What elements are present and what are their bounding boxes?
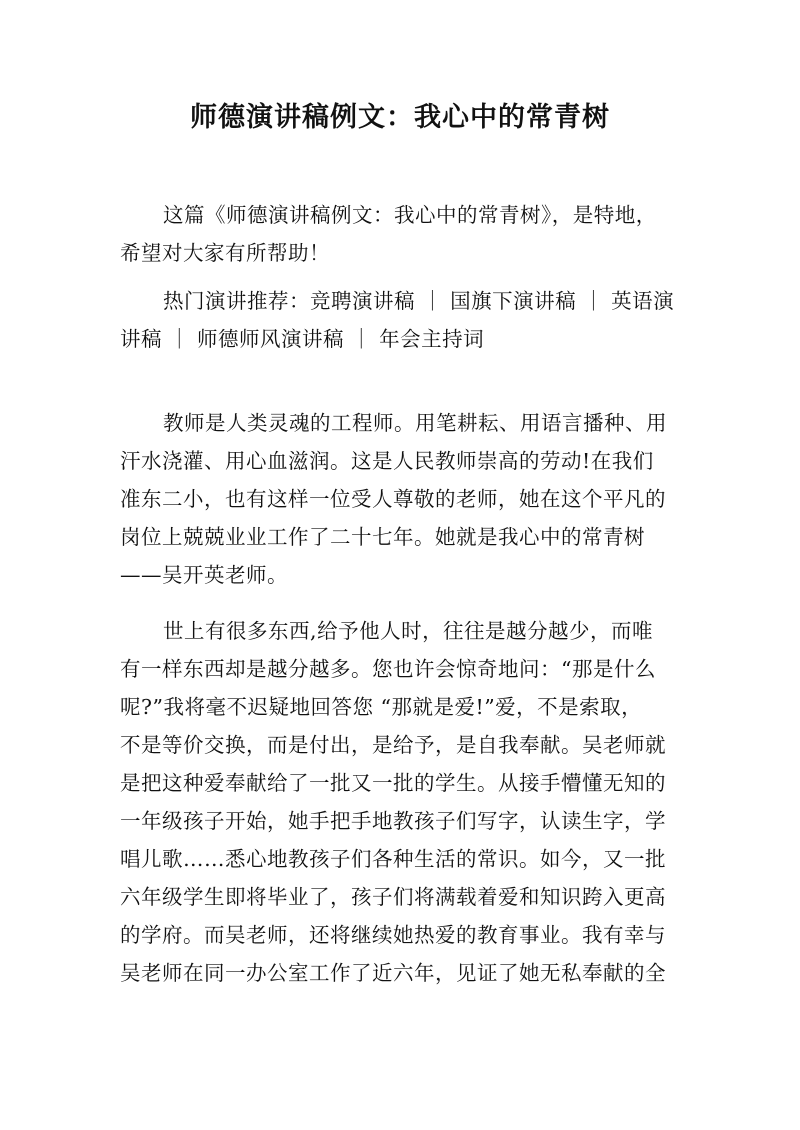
paragraph-line: 世上有很多东西,给予他人时，往往是越分越少，而唯 <box>163 619 654 643</box>
paragraph-line: 不是等价交换，而是付出，是给予，是自我奉献。吴老师就 <box>120 733 666 757</box>
hot-line: 讲稿 ｜ 师德师风演讲稿 ｜ 年会主持词 <box>120 327 485 351</box>
paragraph-line: 的学府。而吴老师，还将继续她热爱的教育事业。我有幸与 <box>120 923 666 947</box>
paragraph-line: 汗水浇灌、用心血滋润。这是人民教师崇高的劳动!在我们 <box>120 449 654 473</box>
paragraph-line: 岗位上兢兢业业工作了二十七年。她就是我心中的常青树 <box>120 525 645 549</box>
hot-speech-recommendations <box>120 282 680 358</box>
paragraph-line: 一年级孩子开始，她手把手地教孩子们写字，认读生字，学 <box>120 809 666 833</box>
intro-line: 这篇《师德演讲稿例文：我心中的常青树》，是特地， <box>163 203 657 227</box>
body-paragraph-2 <box>120 612 680 992</box>
hot-line: 热门演讲推荐：竞聘演讲稿 ｜ 国旗下演讲稿 ｜ 英语演 <box>163 289 675 313</box>
paragraph-line: 是把这种爱奉献给了一批又一批的学生。从接手懵懂无知的 <box>120 771 666 795</box>
page-title: 师德演讲稿例文：我心中的常青树 <box>190 102 610 133</box>
paragraph-line: 有一样东西却是越分越多。您也许会惊奇地问：“那是什么 <box>120 657 656 681</box>
paragraph-line: 呢?”我将毫不迟疑地回答您 “那就是爱!”爱，不是索取， <box>120 695 643 719</box>
paragraph-line: ——吴开英老师。 <box>120 563 288 587</box>
paragraph-line: 教师是人类灵魂的工程师。用笔耕耘、用语言播种、用 <box>163 411 668 435</box>
intro-paragraph <box>120 196 680 272</box>
paragraph-line: 吴老师在同一办公室工作了近六年，见证了她无私奉献的全 <box>120 961 666 985</box>
body-paragraph-1 <box>120 404 680 594</box>
paragraph-line: 六年级学生即将毕业了，孩子们将满载着爱和知识跨入更高 <box>120 885 666 909</box>
paragraph-line: 准东二小，也有这样一位受人尊敬的老师，她在这个平凡的 <box>120 487 666 511</box>
paragraph-line: 唱儿歌……悉心地教孩子们各种生活的常识。如今，又一批 <box>120 847 666 871</box>
intro-line: 希望对大家有所帮助！ <box>120 241 330 265</box>
